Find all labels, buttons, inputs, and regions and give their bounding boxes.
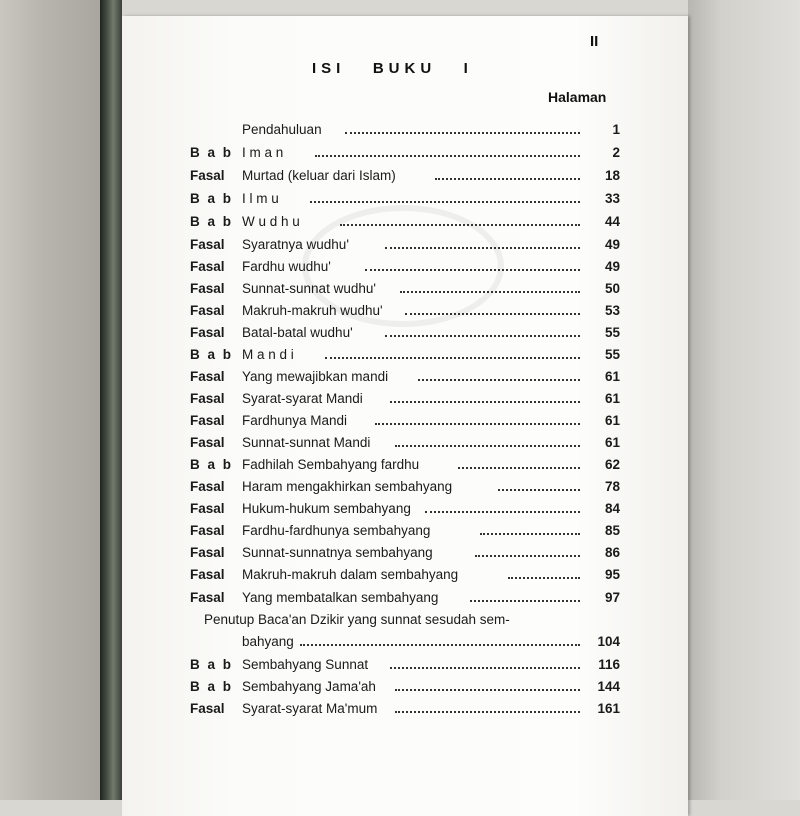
entry-title-line2: bahyang bbox=[242, 634, 294, 649]
entry-page: 55 bbox=[604, 325, 620, 340]
toc-entry bbox=[190, 165, 620, 187]
toc-entry bbox=[190, 564, 620, 586]
entry-kind: Fasal bbox=[190, 303, 225, 318]
toc-entry bbox=[190, 300, 620, 322]
entry-page: 49 bbox=[604, 259, 620, 274]
entry-page: 55 bbox=[604, 347, 620, 362]
entry-page: 85 bbox=[604, 523, 620, 538]
entry-title: Yang mewajibkan mandi bbox=[242, 369, 389, 384]
entry-kind: Fasal bbox=[190, 168, 225, 183]
toc-entry bbox=[190, 142, 620, 164]
entry-title: Makruh-makruh wudhu' bbox=[242, 303, 383, 318]
toc-entry bbox=[190, 476, 620, 498]
leader-dots bbox=[508, 575, 580, 579]
entry-page: 161 bbox=[597, 701, 620, 716]
entry-kind: Fasal bbox=[190, 435, 225, 450]
entry-page: 78 bbox=[604, 479, 620, 494]
entry-title: Fardhunya Mandi bbox=[242, 413, 348, 428]
entry-title: Syaratnya wudhu' bbox=[242, 237, 349, 252]
toc-entry bbox=[190, 654, 620, 676]
page-number: II bbox=[590, 33, 599, 50]
entry-kind: Fasal bbox=[190, 523, 225, 538]
entry-kind: Fasal bbox=[190, 325, 225, 340]
entry-kind: Fasal bbox=[190, 545, 225, 560]
leader-dots bbox=[470, 598, 580, 602]
leader-dots bbox=[325, 355, 580, 359]
toc-entry bbox=[190, 698, 620, 720]
leader-dots bbox=[418, 377, 580, 381]
entry-title: Fadhilah Sembahyang fardhu bbox=[242, 457, 420, 472]
book-binding bbox=[0, 0, 100, 800]
toc-entry bbox=[190, 366, 620, 388]
leader-dots bbox=[405, 311, 580, 315]
entry-title: Sembahyang Jama'ah bbox=[242, 679, 376, 694]
leader-dots bbox=[315, 153, 580, 157]
toc-entry bbox=[190, 498, 620, 520]
leader-dots bbox=[300, 642, 580, 646]
entry-title: Sunnat-sunnatnya sembahyang bbox=[242, 545, 433, 560]
entry-title: W u d h u bbox=[242, 214, 300, 229]
entry-title: Syarat-syarat Ma'mum bbox=[242, 701, 378, 716]
entry-title: Sembahyang Sunnat bbox=[242, 657, 369, 672]
entry-kind: Fasal bbox=[190, 567, 225, 582]
entry-page: 61 bbox=[604, 435, 620, 450]
entry-title: Fardhu-fardhunya sembahyang bbox=[242, 523, 431, 538]
entry-page: 116 bbox=[598, 657, 620, 672]
entry-kind: B a b bbox=[190, 457, 234, 472]
entry-title: Hukum-hukum sembahyang bbox=[242, 501, 411, 516]
entry-kind: B a b bbox=[190, 657, 234, 672]
leader-dots bbox=[375, 421, 580, 425]
leader-dots bbox=[390, 399, 580, 403]
leader-dots bbox=[395, 709, 580, 713]
leader-dots bbox=[480, 531, 580, 535]
toc-entry bbox=[190, 676, 620, 698]
toc-entry bbox=[190, 542, 620, 564]
toc-entry bbox=[190, 520, 620, 542]
entry-page: 44 bbox=[604, 214, 620, 229]
entry-page: 61 bbox=[604, 413, 620, 428]
leader-dots bbox=[395, 443, 580, 447]
entry-kind: Fasal bbox=[190, 281, 225, 296]
toc-entry bbox=[190, 234, 620, 256]
entry-page: 18 bbox=[604, 168, 620, 183]
leader-dots bbox=[390, 665, 580, 669]
toc-entry bbox=[190, 432, 620, 454]
page-column-header: Halaman bbox=[548, 89, 607, 105]
page-title: ISI BUKU I bbox=[312, 60, 473, 77]
entry-title: Haram mengakhirkan sembahyang bbox=[242, 479, 453, 494]
leader-dots bbox=[340, 222, 580, 226]
leader-dots bbox=[425, 509, 580, 513]
entry-page: 2 bbox=[612, 145, 620, 160]
leader-dots bbox=[475, 553, 580, 557]
entry-kind: Fasal bbox=[190, 413, 225, 428]
toc-entry bbox=[190, 322, 620, 344]
toc-entry bbox=[190, 388, 620, 410]
leader-dots bbox=[310, 199, 580, 203]
leader-dots bbox=[385, 333, 580, 337]
entry-title: Makruh-makruh dalam sembahyang bbox=[242, 567, 459, 582]
entry-title: Yang membatalkan sembahyang bbox=[242, 590, 439, 605]
entry-title: Pendahuluan bbox=[242, 122, 322, 137]
entry-title: Syarat-syarat Mandi bbox=[242, 391, 363, 406]
leader-dots bbox=[345, 130, 580, 134]
book-right-edge bbox=[688, 0, 800, 800]
entry-kind: B a b bbox=[190, 214, 234, 229]
toc-entry bbox=[190, 188, 620, 210]
entry-kind: Fasal bbox=[190, 259, 225, 274]
leader-dots bbox=[458, 465, 580, 469]
entry-kind: Fasal bbox=[190, 369, 225, 384]
entry-title: Sunnat-sunnat wudhu' bbox=[242, 281, 376, 296]
entry-page: 95 bbox=[604, 567, 620, 582]
entry-kind: Fasal bbox=[190, 701, 225, 716]
leader-dots bbox=[400, 289, 580, 293]
entry-page: 61 bbox=[604, 369, 620, 384]
toc-entry bbox=[190, 410, 620, 432]
entry-title: I m a n bbox=[242, 145, 284, 160]
entry-title: I l m u bbox=[242, 191, 279, 206]
leader-dots bbox=[385, 245, 580, 249]
entry-title: Batal-batal wudhu' bbox=[242, 325, 353, 340]
entry-kind: B a b bbox=[190, 347, 234, 362]
entry-page: 61 bbox=[604, 391, 620, 406]
entry-kind: Fasal bbox=[190, 391, 225, 406]
entry-kind: Fasal bbox=[190, 479, 225, 494]
entry-title: Fardhu wudhu' bbox=[242, 259, 331, 274]
toc-entry bbox=[190, 256, 620, 278]
toc-entry bbox=[190, 344, 620, 366]
entry-kind: B a b bbox=[190, 679, 234, 694]
toc-entry bbox=[190, 454, 620, 476]
entry-kind: B a b bbox=[190, 191, 234, 206]
entry-page: 84 bbox=[604, 501, 620, 516]
entry-kind: Fasal bbox=[190, 501, 225, 516]
entry-kind: Fasal bbox=[190, 590, 225, 605]
toc-entry bbox=[190, 278, 620, 300]
toc-entry bbox=[190, 211, 620, 233]
toc-entry bbox=[190, 119, 620, 141]
entry-page: 49 bbox=[604, 237, 620, 252]
entry-page: 53 bbox=[604, 303, 620, 318]
entry-page: 50 bbox=[604, 281, 620, 296]
entry-page: 1 bbox=[612, 122, 620, 137]
leader-dots bbox=[395, 687, 580, 691]
leader-dots bbox=[435, 176, 580, 180]
leader-dots bbox=[498, 487, 580, 491]
entry-title: Murtad (keluar dari Islam) bbox=[242, 168, 396, 183]
entry-page: 86 bbox=[604, 545, 620, 560]
toc-entry bbox=[190, 587, 620, 609]
leader-dots bbox=[365, 267, 580, 271]
entry-title-line1: Penutup Baca'an Dzikir yang sunnat sesudah sem- bbox=[204, 612, 510, 627]
entry-page: 104 bbox=[597, 634, 620, 649]
entry-page: 97 bbox=[604, 590, 620, 605]
book-cover-edge bbox=[100, 0, 122, 800]
entry-page: 33 bbox=[604, 191, 620, 206]
entry-title: M a n d i bbox=[242, 347, 294, 362]
entry-kind: Fasal bbox=[190, 237, 225, 252]
entry-page: 144 bbox=[597, 679, 620, 694]
entry-title: Sunnat-sunnat Mandi bbox=[242, 435, 371, 450]
entry-kind: B a b bbox=[190, 145, 234, 160]
entry-page: 62 bbox=[604, 457, 620, 472]
toc-entry-penutup bbox=[190, 609, 620, 653]
